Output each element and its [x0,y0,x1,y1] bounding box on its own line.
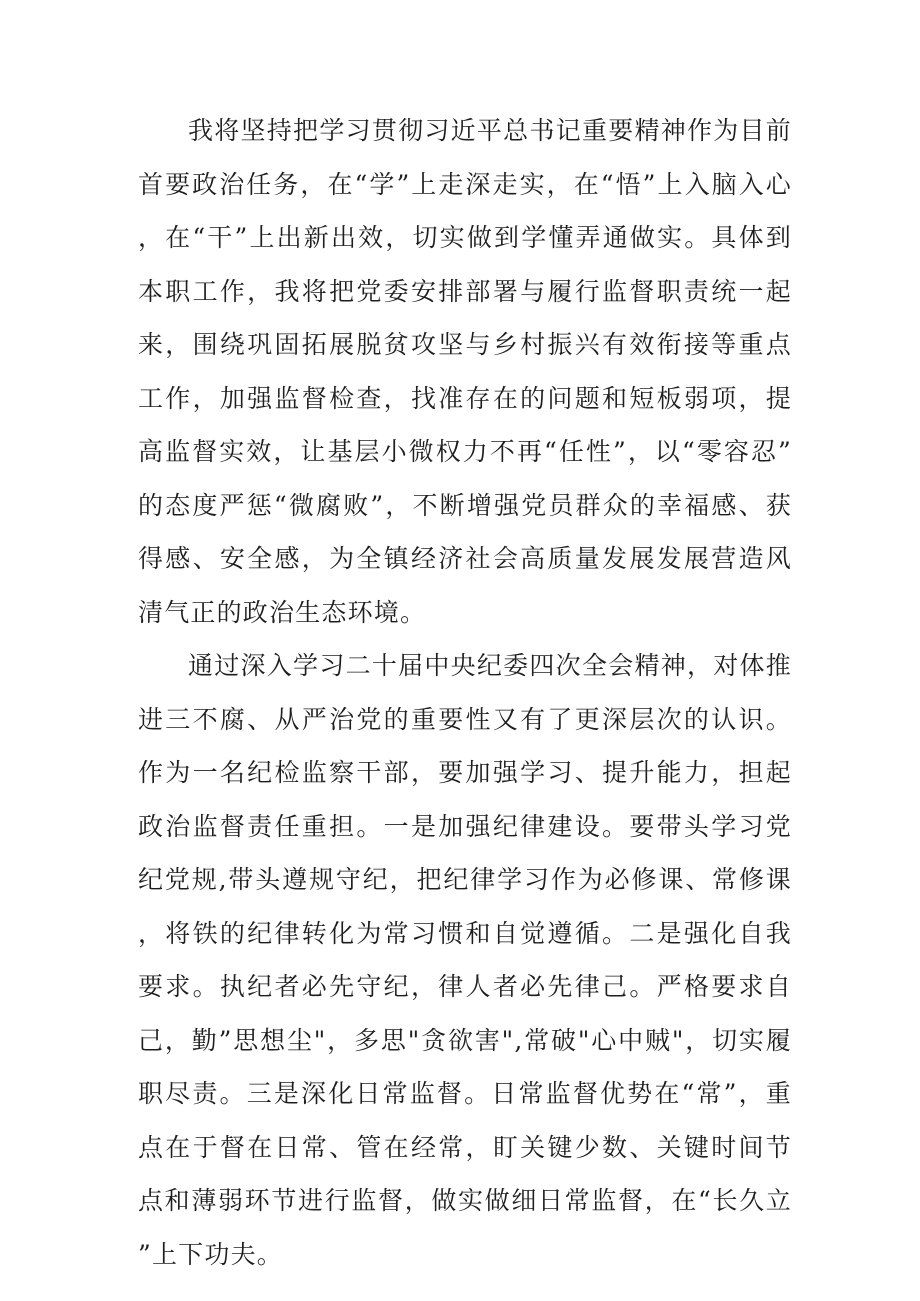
document-body [138,104,792,1281]
paragraph-2: 通过深入学习二十届中央纪委四次全会精神，对体推进三不腐、从严治党的重要性又有了更深层次的认识。作为一名纪检监察干部，要加强学习、提升能力，担起政治监督责任重担。一是加强纪律建设。要带头学习党纪党规,带头遵规守纪，把纪律学习作为必修课、常修课，将铁的纪律转化为常习惯和自觉遵循。二是强化自我要求。执纪者必先守纪，律人者必先律己。严格要求自己，勤”思想尘"，多思"贪欲害",常破"心中贼"，切实履职尽责。三是深化日常监督。日常监督优势在“常”，重点在于督在日常、管在经常，盯关键少数、关键时间节点和薄弱环节进行监督，做实做细日常监督，在“长久立”上下功夫。 [138,651,792,1269]
paragraph-1: 我将坚持把学习贯彻习近平总书记重要精神作为目前首要政治任务，在“学”上走深走实，在“悟”上入脑入心，在“干”上出新出效，切实做到学懂弄通做实。具体到本职工作，我将把党委安排部署与履行监督职责统一起来，围绕巩固拓展脱贫攻坚与乡村振兴有效衔接等重点工作，加强监督检查，找准存在的问题和短板弱项，提高监督实效，让基层小微权力不再“任性”，以“零容忍”的态度严惩“微腐败”，不断增强党员群众的幸福感、获得感、安全感，为全镇经济社会高质量发展发展营造风清气正的政治生态环境。 [138,116,792,627]
